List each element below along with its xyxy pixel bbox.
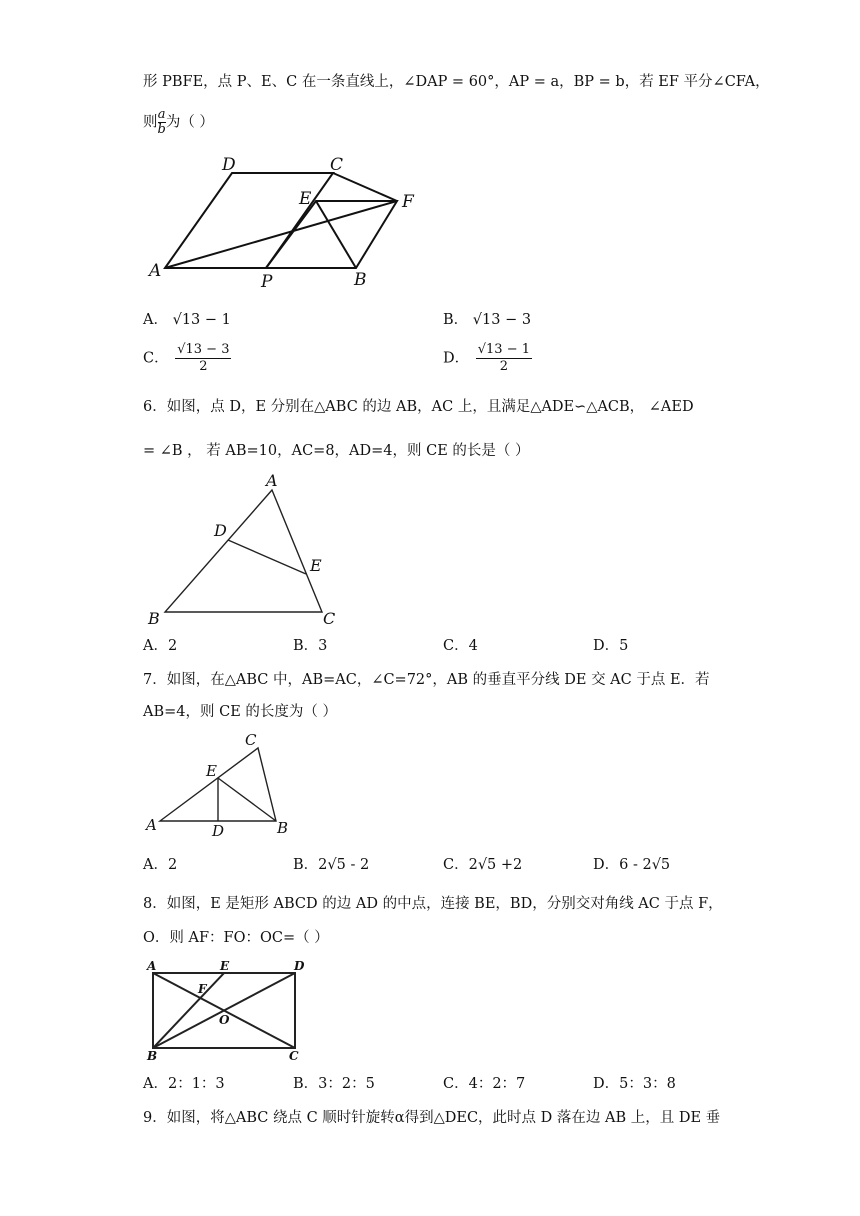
q5-option-c-den: 2 [199, 359, 208, 374]
q8-label-a: A [147, 959, 157, 973]
q6-option-a[interactable]: A．2 [143, 638, 178, 654]
q8-line1: 8．如图，E 是矩形 ABCD 的边 AD 的中点，连接 BE，BD，分别交对角线 AC 于点 F， [143, 896, 723, 912]
q6-label-a: A [266, 471, 278, 490]
q7-label-c: C [245, 731, 257, 749]
q5-option-d-num: √13 − 1 [477, 342, 531, 357]
q8-option-a[interactable]: A．2：1：3 [143, 1076, 225, 1092]
q6-option-b[interactable]: B．3 [293, 638, 328, 654]
q5-label-p: P [261, 272, 273, 292]
q5-label-f: F [402, 192, 414, 212]
q5-line2-post: 为（ ） [165, 114, 214, 131]
q5-option-b-text: √13 − 3 [472, 312, 532, 328]
q7-label-d: D [212, 822, 225, 840]
q5-label-b: B [354, 270, 367, 290]
q8-label-e: E [220, 959, 230, 973]
q7-label-e: E [206, 762, 217, 780]
q7-option-d[interactable]: D．6 ‑ 2√5 [593, 857, 671, 873]
q6-label-e: E [310, 556, 322, 575]
q7-label-a: A [146, 816, 157, 834]
q5-frac-num: a [157, 107, 166, 122]
q7-option-a[interactable]: A．2 [143, 857, 178, 873]
q6-option-c[interactable]: C．4 [443, 638, 478, 654]
q5-option-b-letter: B． [443, 312, 469, 328]
q9-line1: 9．如图，将△ABC 绕点 C 顺时针旋转α得到△DEC，此时点 D 落在边 AB 上，且 DE 垂 [143, 1110, 721, 1126]
q5-option-a-text: √13 − 1 [172, 312, 231, 328]
q6-line1: 6．如图，点 D，E 分别在△ABC 的边 AB，AC 上，且满足△ADE∽△ACB， ∠AED [143, 399, 694, 415]
q6-label-b: B [148, 609, 160, 628]
q5-line2-pre: 则 [143, 114, 158, 131]
q8-label-b: B [147, 1049, 158, 1063]
q8-label-o: O [219, 1013, 230, 1027]
q8-label-f: F [198, 982, 207, 996]
q5-option-c-letter: C． [143, 350, 169, 367]
q8-label-d: D [294, 959, 305, 973]
q7-label-b: B [277, 819, 289, 837]
q8-label-c: C [289, 1049, 299, 1063]
q5-label-e: E [299, 189, 312, 209]
q7-option-b[interactable]: B．2√5 ‑ 2 [293, 857, 370, 873]
q5-option-d-den: 2 [499, 359, 509, 374]
q6-label-d: D [214, 521, 227, 540]
q5-option-d-letter: D． [443, 350, 470, 367]
q8-segment-be [153, 973, 224, 1048]
q6-line2: = ∠B ， 若 AB=10，AC=8，AD=4，则 CE 的长是（ ） [143, 443, 530, 459]
q5-label-c: C [330, 155, 344, 175]
q5-option-c-num: √13 − 3 [177, 342, 230, 357]
q5-label-d: D [222, 155, 236, 175]
q8-option-c[interactable]: C．4：2：7 [443, 1076, 526, 1092]
q5-frac-den: b [157, 122, 166, 137]
q8-option-b[interactable]: B．3：2：5 [293, 1076, 375, 1092]
q5-line1: 形 PBFE，点 P、E、C 在一条直线上，∠DAP = 60°，AP = a，BP = b，若 EF 平分∠CFA， [143, 74, 770, 90]
q5-label-a: A [149, 261, 162, 281]
q8-option-d[interactable]: D．5：3：8 [593, 1076, 676, 1092]
q8-line2: O．则 AF：FO：OC=（ ） [143, 930, 329, 946]
q5-option-a-letter: A． [143, 312, 168, 328]
q6-label-c: C [323, 609, 336, 628]
q6-option-d[interactable]: D．5 [593, 638, 629, 654]
q7-option-c[interactable]: C．2√5 +2 [443, 857, 523, 873]
q7-line1: 7．如图，在△ABC 中，AB=AC，∠C=72°，AB 的垂直平分线 DE 交 AC 于点 E．若 [143, 672, 710, 688]
q7-line2: AB=4，则 CE 的长度为（ ） [143, 704, 338, 720]
